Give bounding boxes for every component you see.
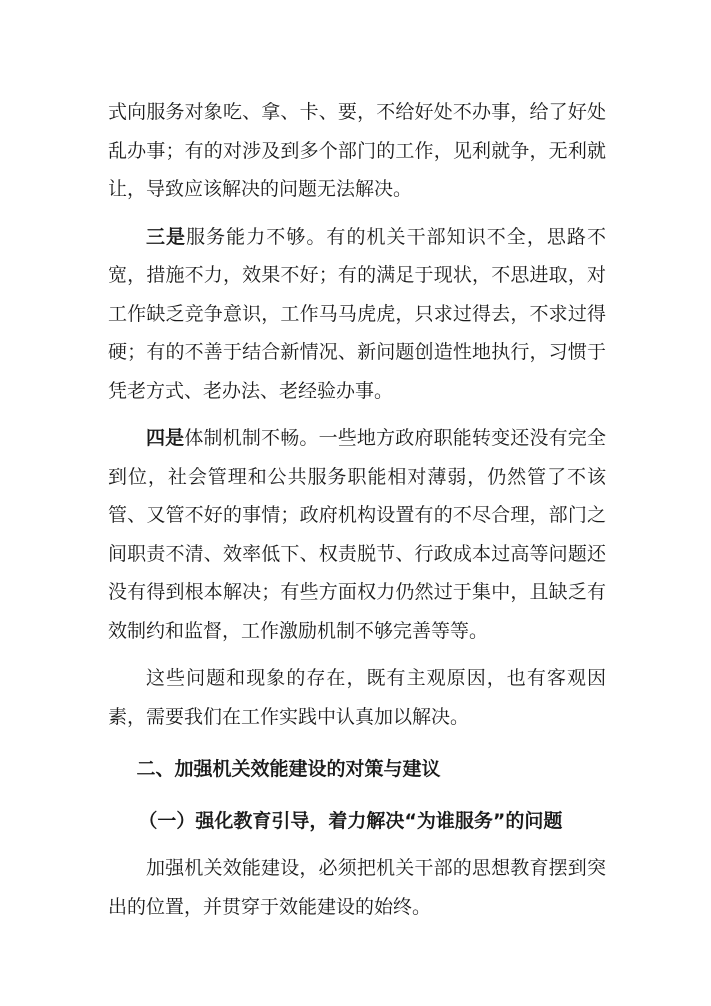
- paragraph-text-third: 服务能力不够。有的机关干部知识不全，思路不宽，措施不力，效果不好；有的满足于现状，不思进取，对工作缺乏竞争意识，工作马马虎虎，只求过得去，不求过得硬；有的不善于结合新情况、新问题创造性地执行，习惯于凭老方式、老办法、老经验办事。: [108, 225, 606, 402]
- paragraph-lead-third: 三是: [146, 225, 187, 248]
- paragraph-education: 加强机关效能建设，必须把机关干部的思想教育摆到突出的位置，并贯穿于效能建设的始终。: [108, 857, 606, 918]
- section-heading: 二、加强机关效能建设的对策与建议: [136, 758, 441, 780]
- paragraph-service-capability: [108, 218, 606, 411]
- paragraph-lead-fourth: 四是: [146, 427, 185, 449]
- paragraph-institutional-mechanism: [108, 419, 606, 650]
- paragraph-text-fourth: 体制机制不畅。一些地方政府职能转变还没有完全到位，社会管理和公共服务职能相对薄弱，仍然管了不该管、又管不好的事情；政府机构设置有的不尽合理，部门之间职责不清、效率低下、权责脱节、行政成本过高等问题还没有得到根本解决；有些方面权力仍然过于集中，且缺乏有效制约和监督，工作激励机制不够完善等等。: [108, 427, 606, 642]
- paragraph-continuation: 式向服务对象吃、拿、卡、要，不给好处不办事，给了好处乱办事；有的对涉及到多个部门的工作，见利就争，无利就让，导致应该解决的问题无法解决。: [108, 101, 606, 200]
- paragraph-summary: 这些问题和现象的存在，既有主观原因，也有客观因素，需要我们在工作实践中认真加以解决。: [108, 667, 606, 728]
- document-body: [108, 93, 606, 926]
- subsection-heading: （一）强化教育引导，着力解决“为谁服务”的问题: [138, 809, 563, 832]
